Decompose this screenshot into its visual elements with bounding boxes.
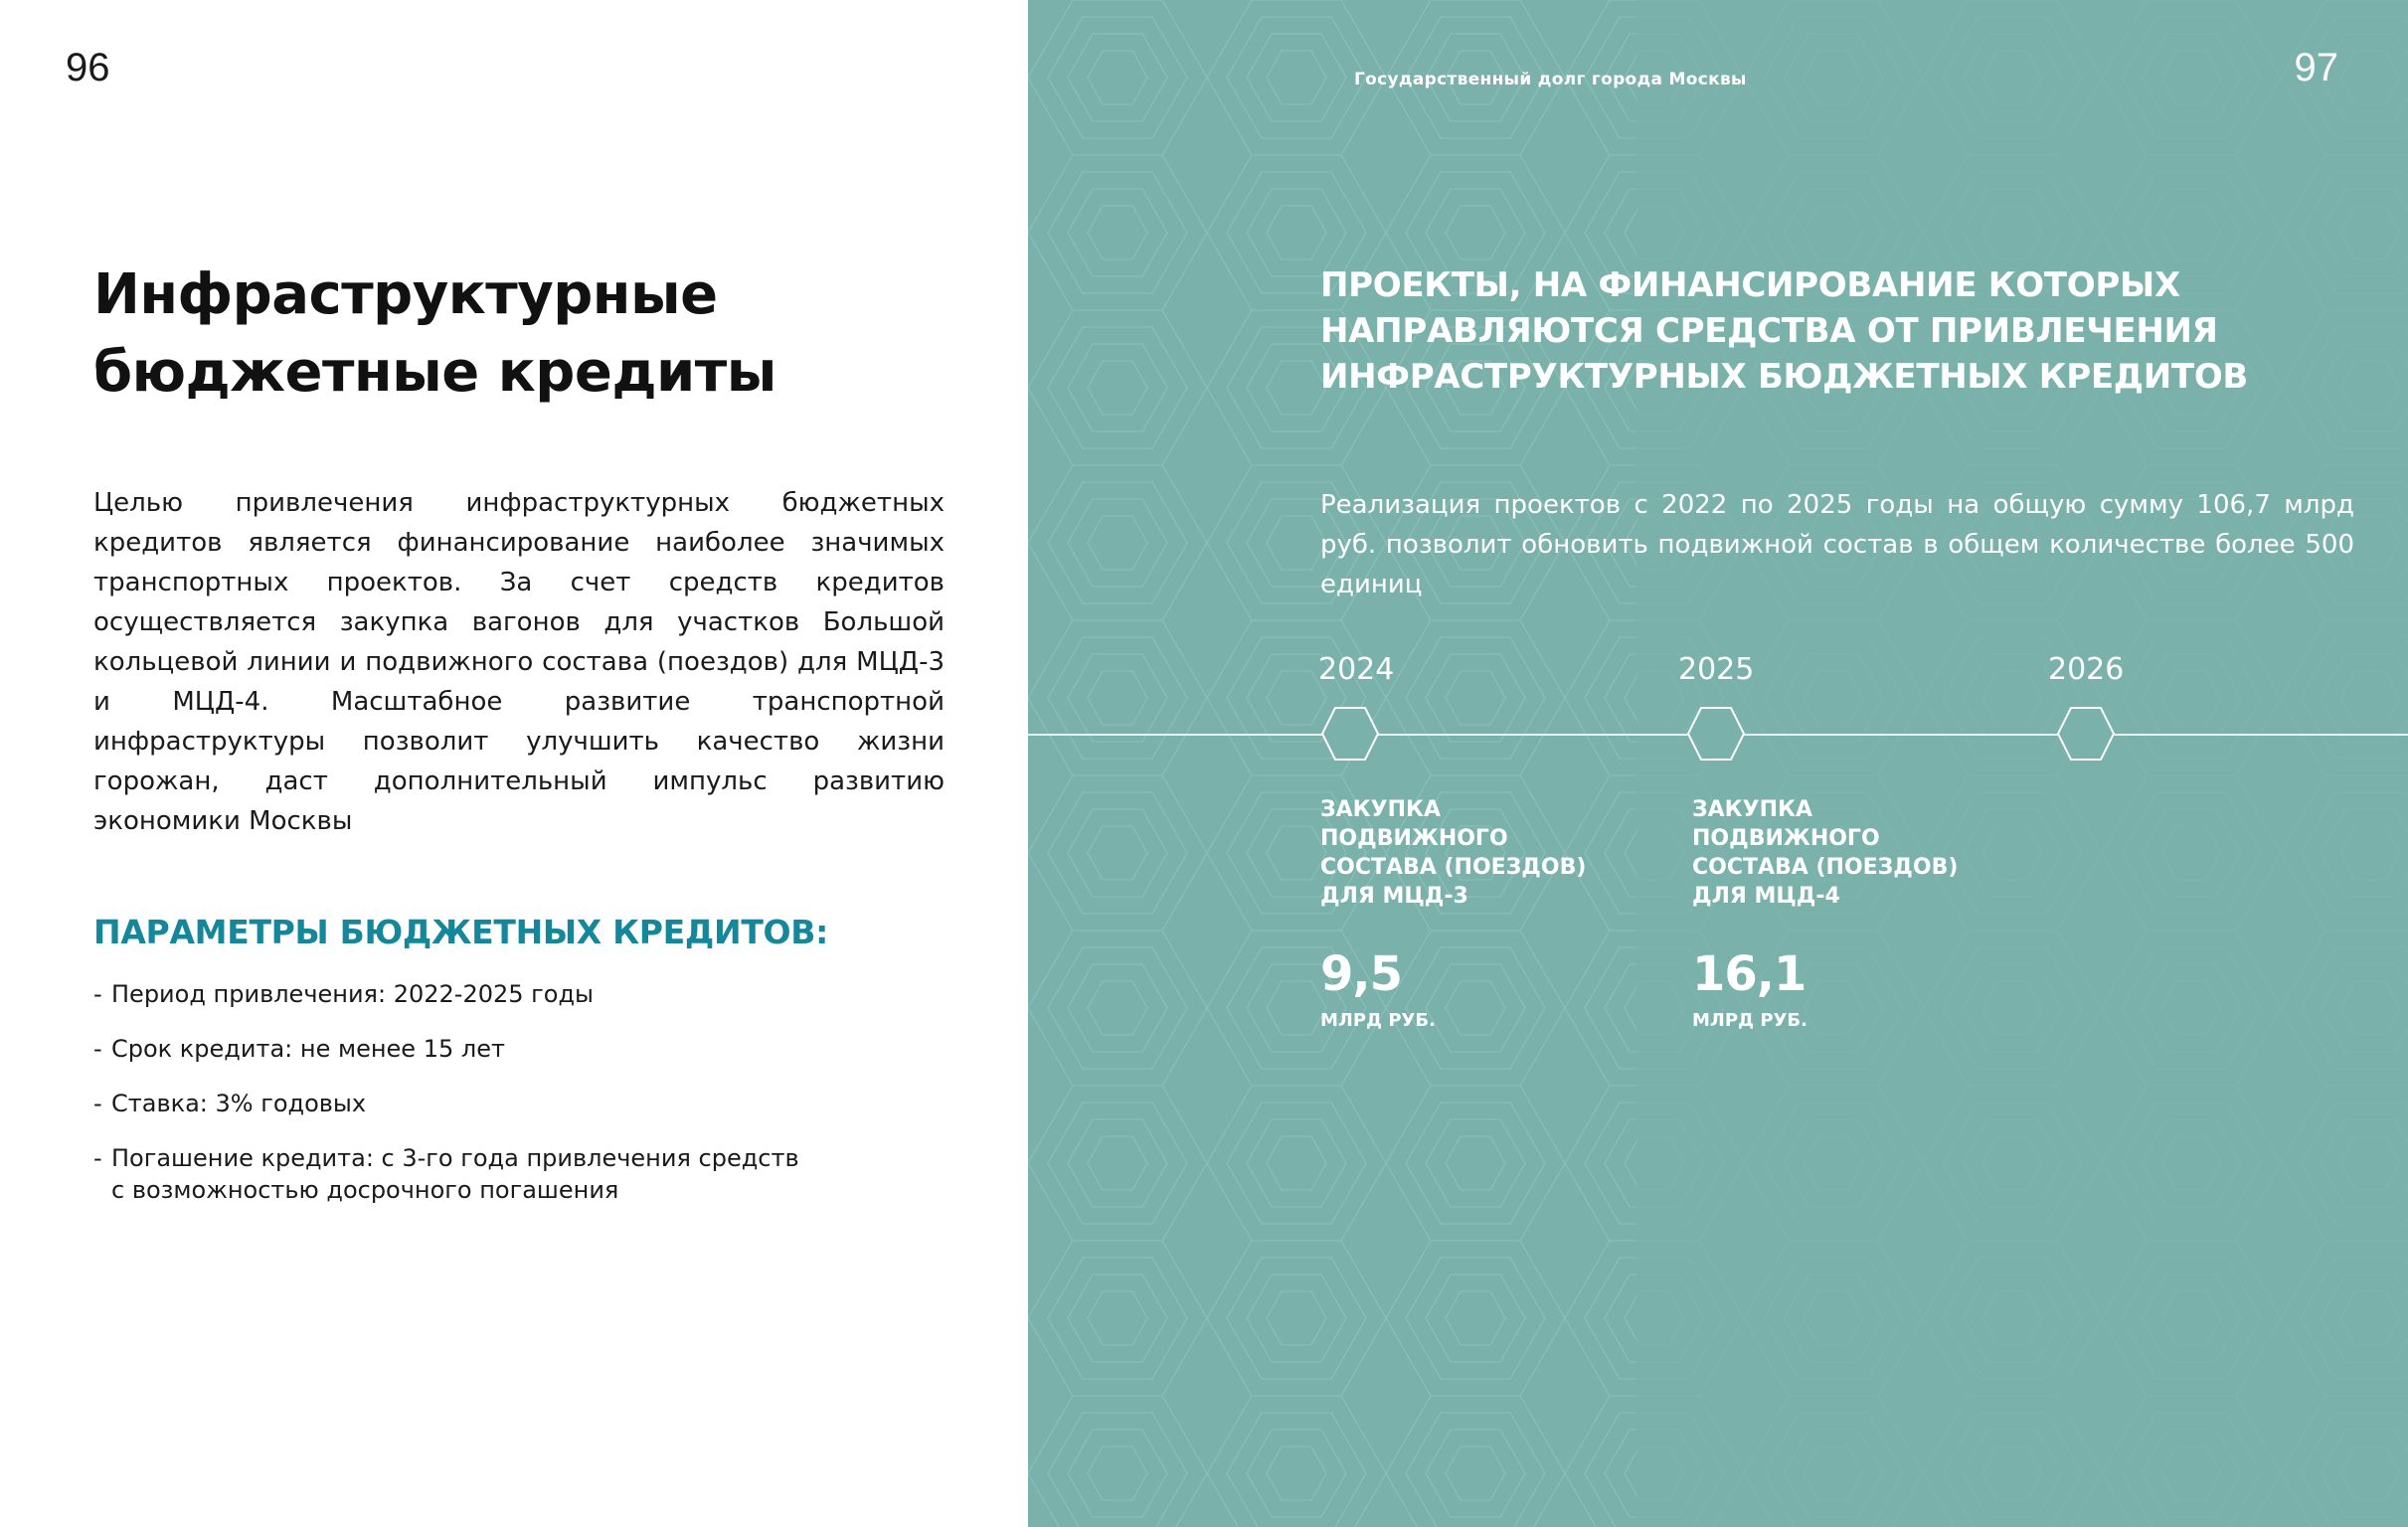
project-description <box>1692 795 2010 911</box>
page-number-left: 96 <box>66 46 110 89</box>
page-title-line: Инфраструктурные <box>93 262 718 327</box>
project-description-line: ПОДВИЖНОГО <box>1320 826 1508 851</box>
intro-paragraph: Целью привлечения инфраструктурных бюджетных кредитов является финансирование наиболее значимых транспортных проектов. За счет средств кредитов осуществляется закупка вагонов для участков Большой кольцевой линии и подвижного состава (поездов) для МЦД-3 и МЦД-4. Масштабное развитие транспортной инфраструктуры позволит улучшить качество жизни горожан, даст дополнительный импульс развитию экономики Москвы <box>93 488 945 836</box>
projects-title-line: НАПРАВЛЯЮТСЯ СРЕДСТВА ОТ ПРИВЛЕЧЕНИЯ <box>1320 311 2218 351</box>
params-item: - Ставка: 3% годовых <box>93 1088 889 1119</box>
timeline-year: 2025 <box>1678 652 1755 687</box>
project-amount: 16,1 <box>1692 946 1806 1002</box>
project-amount-unit: МЛРД РУБ. <box>1692 1010 1807 1031</box>
left-page <box>0 0 1028 1527</box>
page-number-right: 97 <box>2294 46 2338 89</box>
project-description-line: ПОДВИЖНОГО <box>1692 826 1880 851</box>
project-description-line: ЗАКУПКА <box>1320 797 1442 822</box>
projects-title <box>1320 262 2315 400</box>
hexagon-marker-icon <box>1686 706 1746 762</box>
project-description-line: СОСТАВА (ПОЕЗДОВ) <box>1692 855 1959 880</box>
project-description-line: ДЛЯ МЦД-4 <box>1692 884 1840 909</box>
timeline-year: 2026 <box>2048 652 2125 687</box>
project-description-line: ЗАКУПКА <box>1692 797 1813 822</box>
running-header: Государственный долг города Москвы <box>1354 70 1747 89</box>
params-heading: ПАРАМЕТРЫ БЮДЖЕТНЫХ КРЕДИТОВ: <box>93 913 829 951</box>
projects-title-line: ПРОЕКТЫ, НА ФИНАНСИРОВАНИЕ КОТОРЫХ <box>1320 265 2180 305</box>
page-title <box>93 256 988 412</box>
project-description-line: СОСТАВА (ПОЕЗДОВ) <box>1320 855 1587 880</box>
params-item: - Период привлечения: 2022-2025 годы <box>93 978 889 1010</box>
projects-intro: Реализация проектов с 2022 по 2025 годы на общую сумму 106,7 млрд руб. позволит обновить подвижной состав в общем количестве более 500 единиц <box>1320 490 2354 599</box>
timeline-year: 2024 <box>1318 652 1395 687</box>
projects-title-line: ИНФРАСТРУКТУРНЫХ БЮДЖЕТНЫХ КРЕДИТОВ <box>1320 357 2249 397</box>
project-amount: 9,5 <box>1320 946 1403 1002</box>
hexagon-pattern-background <box>1028 0 2408 1527</box>
project-amount-unit: МЛРД РУБ. <box>1320 1010 1436 1031</box>
right-page <box>1028 0 2408 1527</box>
page-title-line: бюджетные кредиты <box>93 340 776 405</box>
params-list <box>93 978 889 1229</box>
teal-panel <box>1028 0 2408 1527</box>
project-description <box>1320 795 1638 911</box>
hexagon-marker-icon <box>2056 706 2116 762</box>
params-item: - Срок кредита: не менее 15 лет <box>93 1033 889 1065</box>
project-description-line: ДЛЯ МЦД-3 <box>1320 884 1468 909</box>
params-item: - Погашение кредита: с 3-го года привлечения средств с возможностью досрочного погашения <box>93 1142 809 1206</box>
hexagon-marker-icon <box>1320 706 1380 762</box>
